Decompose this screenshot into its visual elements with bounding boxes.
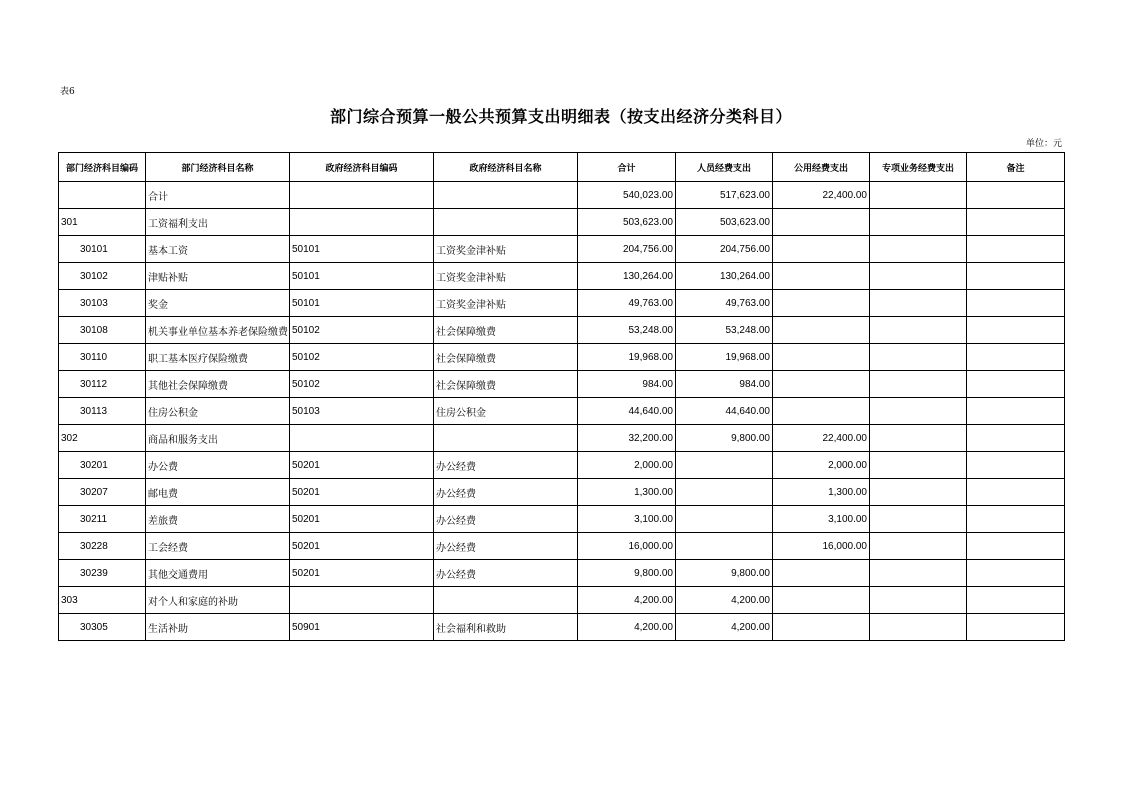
table-row [59, 398, 1065, 425]
gov-code-cell: 50201 [290, 506, 434, 533]
dept-code-cell: 30102 [59, 263, 146, 290]
personnel-cell [676, 479, 773, 506]
special-cell [870, 182, 967, 209]
special-cell [870, 479, 967, 506]
note-cell [967, 209, 1065, 236]
table-row [59, 560, 1065, 587]
note-cell [967, 425, 1065, 452]
dept-code-cell: 30239 [59, 560, 146, 587]
gov-name-cell: 办公经费 [434, 452, 578, 479]
personnel-cell: 9,800.00 [676, 425, 773, 452]
total-cell: 204,756.00 [578, 236, 676, 263]
note-cell [967, 371, 1065, 398]
note-cell [967, 236, 1065, 263]
note-cell [967, 506, 1065, 533]
header-total: 合计 [578, 153, 676, 182]
table-row [59, 317, 1065, 344]
dept-code-cell: 30201 [59, 452, 146, 479]
dept-code-cell: 30113 [59, 398, 146, 425]
personnel-cell: 53,248.00 [676, 317, 773, 344]
table-row [59, 452, 1065, 479]
dept-code-cell [59, 182, 146, 209]
dept-code-cell: 30101 [59, 236, 146, 263]
personnel-cell [676, 533, 773, 560]
note-cell [967, 317, 1065, 344]
dept-code-cell: 30211 [59, 506, 146, 533]
public-cell [773, 344, 870, 371]
gov-name-cell: 办公经费 [434, 479, 578, 506]
gov-code-cell: 50901 [290, 614, 434, 641]
gov-name-cell: 社会福利和救助 [434, 614, 578, 641]
personnel-cell [676, 506, 773, 533]
gov-name-cell: 社会保障缴费 [434, 371, 578, 398]
public-cell [773, 209, 870, 236]
gov-code-cell: 50201 [290, 479, 434, 506]
total-cell: 503,623.00 [578, 209, 676, 236]
public-cell [773, 236, 870, 263]
special-cell [870, 263, 967, 290]
gov-code-cell: 50101 [290, 290, 434, 317]
table-row [59, 290, 1065, 317]
special-cell [870, 209, 967, 236]
gov-name-cell: 社会保障缴费 [434, 317, 578, 344]
total-cell: 4,200.00 [578, 614, 676, 641]
personnel-cell: 984.00 [676, 371, 773, 398]
dept-code-cell: 303 [59, 587, 146, 614]
table-row [59, 236, 1065, 263]
public-cell [773, 317, 870, 344]
gov-code-cell: 50101 [290, 236, 434, 263]
total-cell: 1,300.00 [578, 479, 676, 506]
gov-name-cell: 办公经费 [434, 560, 578, 587]
gov-code-cell: 50102 [290, 344, 434, 371]
gov-name-cell: 办公经费 [434, 506, 578, 533]
gov-name-cell [434, 209, 578, 236]
gov-code-cell: 50201 [290, 452, 434, 479]
table-row [59, 425, 1065, 452]
table-row [59, 263, 1065, 290]
total-cell: 32,200.00 [578, 425, 676, 452]
budget-detail-table [58, 152, 1065, 641]
gov-name-cell: 住房公积金 [434, 398, 578, 425]
table-row [59, 209, 1065, 236]
personnel-cell: 4,200.00 [676, 587, 773, 614]
special-cell [870, 317, 967, 344]
special-cell [870, 371, 967, 398]
note-cell [967, 182, 1065, 209]
note-cell [967, 614, 1065, 641]
total-cell: 53,248.00 [578, 317, 676, 344]
total-cell: 2,000.00 [578, 452, 676, 479]
header-dept-name: 部门经济科目名称 [146, 153, 290, 182]
note-cell [967, 344, 1065, 371]
dept-name-cell: 工会经费 [146, 533, 290, 560]
gov-code-cell [290, 425, 434, 452]
header-gov-name: 政府经济科目名称 [434, 153, 578, 182]
gov-name-cell: 工资奖金津补贴 [434, 263, 578, 290]
dept-code-cell: 30207 [59, 479, 146, 506]
public-cell: 1,300.00 [773, 479, 870, 506]
personnel-cell: 9,800.00 [676, 560, 773, 587]
personnel-cell: 4,200.00 [676, 614, 773, 641]
public-cell: 22,400.00 [773, 425, 870, 452]
dept-name-cell: 机关事业单位基本养老保险缴费 [146, 317, 290, 344]
dept-name-cell: 办公费 [146, 452, 290, 479]
personnel-cell: 503,623.00 [676, 209, 773, 236]
total-cell: 984.00 [578, 371, 676, 398]
special-cell [870, 398, 967, 425]
gov-code-cell [290, 587, 434, 614]
note-cell [967, 479, 1065, 506]
gov-code-cell [290, 209, 434, 236]
public-cell: 22,400.00 [773, 182, 870, 209]
gov-name-cell: 工资奖金津补贴 [434, 236, 578, 263]
gov-name-cell [434, 425, 578, 452]
total-cell: 9,800.00 [578, 560, 676, 587]
gov-code-cell: 50201 [290, 533, 434, 560]
special-cell [870, 587, 967, 614]
table-row [59, 533, 1065, 560]
dept-name-cell: 生活补助 [146, 614, 290, 641]
public-cell [773, 290, 870, 317]
header-personnel: 人员经费支出 [676, 153, 773, 182]
table-number: 表6 [60, 87, 75, 97]
unit-label: 单位：元 [1025, 139, 1062, 149]
personnel-cell: 204,756.00 [676, 236, 773, 263]
public-cell [773, 614, 870, 641]
note-cell [967, 290, 1065, 317]
total-cell: 540,023.00 [578, 182, 676, 209]
personnel-cell: 517,623.00 [676, 182, 773, 209]
public-cell [773, 587, 870, 614]
dept-name-cell: 住房公积金 [146, 398, 290, 425]
total-cell: 49,763.00 [578, 290, 676, 317]
dept-name-cell: 合计 [146, 182, 290, 209]
dept-code-cell: 301 [59, 209, 146, 236]
header-note: 备注 [967, 153, 1065, 182]
special-cell [870, 614, 967, 641]
dept-code-cell: 30228 [59, 533, 146, 560]
gov-code-cell: 50102 [290, 371, 434, 398]
special-cell [870, 506, 967, 533]
page-title: 部门综合预算一般公共预算支出明细表（按支出经济分类科目） [329, 107, 792, 126]
special-cell [870, 533, 967, 560]
dept-name-cell: 工资福利支出 [146, 209, 290, 236]
dept-code-cell: 30103 [59, 290, 146, 317]
note-cell [967, 452, 1065, 479]
table-row [59, 614, 1065, 641]
header-special: 专项业务经费支出 [870, 153, 967, 182]
table-row [59, 344, 1065, 371]
gov-name-cell: 社会保障缴费 [434, 344, 578, 371]
public-cell [773, 398, 870, 425]
public-cell: 2,000.00 [773, 452, 870, 479]
special-cell [870, 425, 967, 452]
total-cell: 19,968.00 [578, 344, 676, 371]
total-cell: 3,100.00 [578, 506, 676, 533]
dept-name-cell: 对个人和家庭的补助 [146, 587, 290, 614]
dept-name-cell: 其他社会保障缴费 [146, 371, 290, 398]
public-cell [773, 560, 870, 587]
special-cell [870, 344, 967, 371]
note-cell [967, 533, 1065, 560]
note-cell [967, 587, 1065, 614]
gov-code-cell: 50201 [290, 560, 434, 587]
header-gov-code: 政府经济科目编码 [290, 153, 434, 182]
note-cell [967, 560, 1065, 587]
public-cell [773, 371, 870, 398]
dept-code-cell: 302 [59, 425, 146, 452]
table-row [59, 587, 1065, 614]
dept-name-cell: 其他交通费用 [146, 560, 290, 587]
gov-code-cell: 50103 [290, 398, 434, 425]
dept-code-cell: 30110 [59, 344, 146, 371]
total-cell: 4,200.00 [578, 587, 676, 614]
gov-code-cell: 50101 [290, 263, 434, 290]
special-cell [870, 290, 967, 317]
dept-name-cell: 职工基本医疗保险缴费 [146, 344, 290, 371]
note-cell [967, 398, 1065, 425]
header-public: 公用经费支出 [773, 153, 870, 182]
dept-name-cell: 差旅费 [146, 506, 290, 533]
total-cell: 44,640.00 [578, 398, 676, 425]
total-cell: 16,000.00 [578, 533, 676, 560]
personnel-cell: 49,763.00 [676, 290, 773, 317]
dept-name-cell: 津贴补贴 [146, 263, 290, 290]
table-row [59, 506, 1065, 533]
personnel-cell: 19,968.00 [676, 344, 773, 371]
header-dept-code: 部门经济科目编码 [59, 153, 146, 182]
header-row [59, 153, 1065, 182]
dept-name-cell: 邮电费 [146, 479, 290, 506]
personnel-cell [676, 452, 773, 479]
special-cell [870, 452, 967, 479]
public-cell: 16,000.00 [773, 533, 870, 560]
gov-name-cell: 工资奖金津补贴 [434, 290, 578, 317]
dept-code-cell: 30108 [59, 317, 146, 344]
dept-code-cell: 30112 [59, 371, 146, 398]
table-row [59, 182, 1065, 209]
public-cell: 3,100.00 [773, 506, 870, 533]
total-cell: 130,264.00 [578, 263, 676, 290]
gov-name-cell: 办公经费 [434, 533, 578, 560]
gov-name-cell [434, 182, 578, 209]
dept-name-cell: 奖金 [146, 290, 290, 317]
note-cell [967, 263, 1065, 290]
personnel-cell: 44,640.00 [676, 398, 773, 425]
personnel-cell: 130,264.00 [676, 263, 773, 290]
gov-code-cell: 50102 [290, 317, 434, 344]
table-row [59, 371, 1065, 398]
gov-code-cell [290, 182, 434, 209]
special-cell [870, 236, 967, 263]
dept-name-cell: 基本工资 [146, 236, 290, 263]
dept-name-cell: 商品和服务支出 [146, 425, 290, 452]
dept-code-cell: 30305 [59, 614, 146, 641]
gov-name-cell [434, 587, 578, 614]
special-cell [870, 560, 967, 587]
public-cell [773, 263, 870, 290]
table-row [59, 479, 1065, 506]
